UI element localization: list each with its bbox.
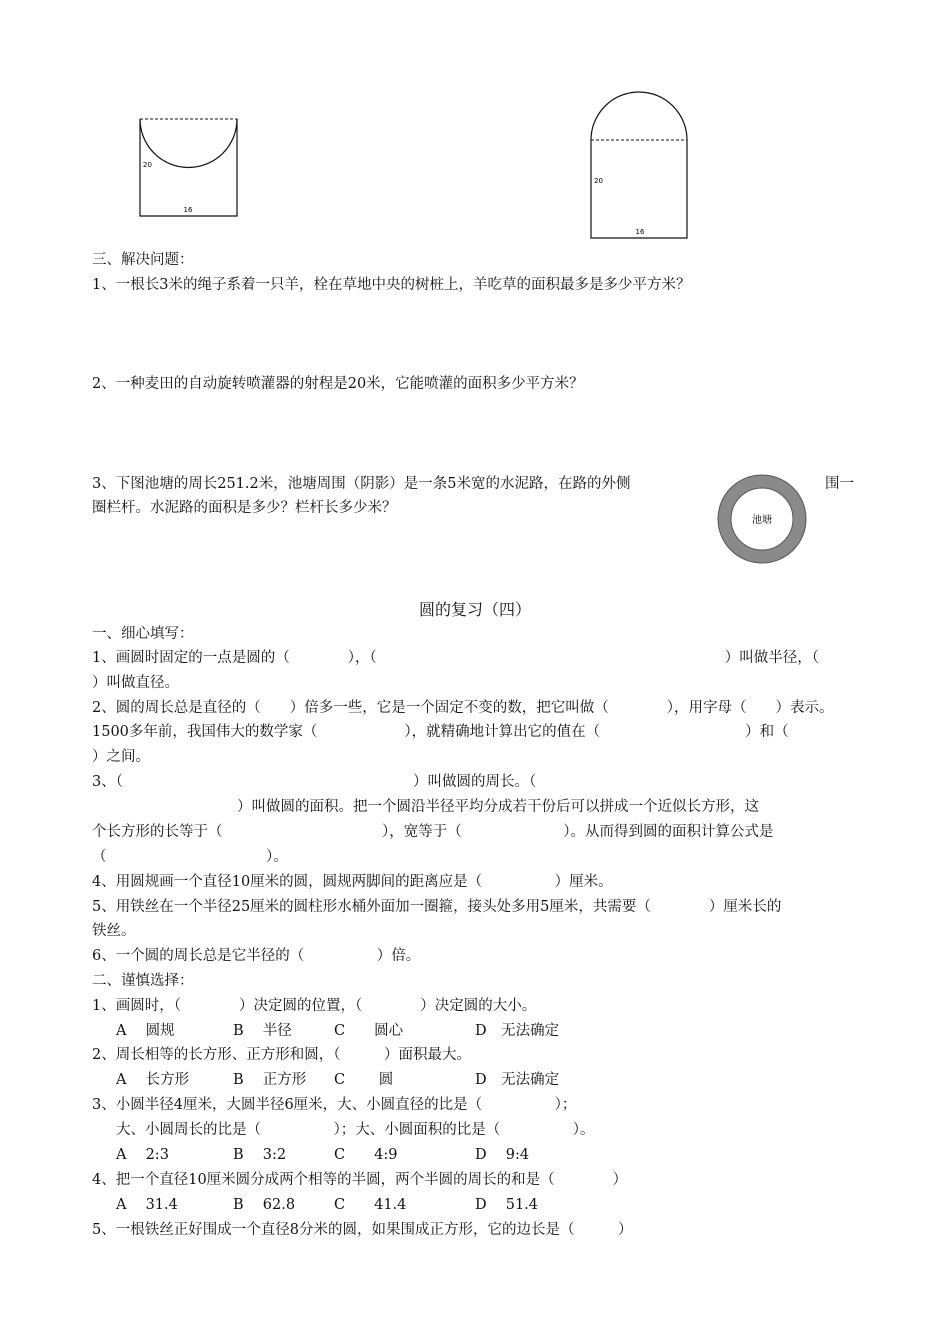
mc4-option-c: C 41.4: [334, 1197, 407, 1213]
mc3-option-b: B 3:2: [233, 1147, 287, 1163]
mc-question-3: 3、小圆半径4厘米，大圆半径6厘米，大、小圆直径的比是（ ）；: [92, 1097, 577, 1113]
fill-line-4: 1500多年前，我国伟大的数学家（ ），就精确地计算出它的值在（ ）和（: [92, 724, 789, 740]
mc1-option-d: D 无法确定: [475, 1023, 560, 1039]
fill-line-7: ）叫做圆的面积。把一个圆沿半径平均分成若干份后可以拼成一个近似长方形，这: [92, 799, 759, 815]
review4-title: 圆的复习（四）: [418, 600, 531, 619]
mc1-option-c: C 圆心: [334, 1023, 404, 1039]
mc-question-3-line2: 大、小圆周长的比是（ ）；大、小圆面积的比是（ ）。: [116, 1122, 595, 1138]
section3-question-3-line1: 3、下图池塘的周长251.2米，池塘周围（阴影）是一条5米宽的水泥路，在路的外侧: [92, 476, 631, 492]
part1-heading: 一、细心填写：: [92, 626, 194, 642]
mc-question-4: 4、把一个直径10厘米圆分成两个相等的半圆，两个半圆的周长的和是（ ）: [92, 1172, 628, 1188]
mc4-option-b: B 62.8: [233, 1197, 296, 1213]
figure1-bottom-label: 16: [183, 206, 193, 214]
mc2-option-c: C 圆: [334, 1072, 394, 1088]
mc4-option-d: D 51.4: [475, 1197, 539, 1213]
fill-line-3: 2、圆的周长总是直径的（ ）倍多一些，它是一个固定不变的数，把它叫做（ ），用字母（ ）表示。: [92, 700, 834, 716]
section3-question-3-line2: 圈栏杆。水泥路的面积是多少？栏杆长多少米？: [92, 500, 397, 516]
section3-question-1: 1、一根长3米的绳子系着一只羊，栓在草地中央的树桩上，羊吃草的面积最多是多少平方米？: [92, 277, 691, 293]
part2-heading: 二、谨慎选择：: [92, 973, 194, 989]
pond-figure: [716, 473, 808, 565]
figure2-bottom-label: 16: [635, 228, 645, 236]
mc3-option-c: C 4:9: [334, 1147, 398, 1163]
mc2-option-b: B 正方形: [233, 1072, 307, 1088]
mc-question-2: 2、周长相等的长方形、正方形和圆，（ ）面积最大。: [92, 1047, 471, 1063]
section3-heading: 三、解决问题：: [92, 252, 194, 268]
mc3-option-a: A 2:3: [116, 1147, 169, 1163]
section3-question-3-tail: 围一: [825, 476, 854, 492]
mc1-option-a: A 圆规: [116, 1023, 175, 1039]
mc1-option-b: B 半径: [233, 1023, 292, 1039]
mc3-option-d: D 9:4: [475, 1147, 530, 1163]
fill-line-9: （ ）。: [92, 849, 288, 865]
pond-label: 池塘: [752, 515, 772, 526]
fill-line-13: 6、一个圆的周长总是它半径的（ ）倍。: [92, 948, 421, 964]
fill-line-8: 个长方形的长等于（ ），宽等于（ ）。从而得到圆的面积计算公式是: [92, 824, 774, 840]
figure-rectangle-semicircle-top: [580, 85, 700, 245]
fill-line-12: 铁丝。: [92, 923, 136, 939]
section3-question-2: 2、一种麦田的自动旋转喷灌器的射程是20米，它能喷灌的面积多少平方米？: [92, 376, 584, 392]
fill-line-5: ）之间。: [92, 749, 150, 765]
figure1-side-label: 20: [143, 161, 152, 169]
fill-line-2: ）叫做直径。: [92, 675, 179, 691]
fill-line-10: 4、用圆规画一个直径10厘米的圆，圆规两脚间的距离应是（ ）厘米。: [92, 874, 613, 890]
fill-line-1: 1、画圆时固定的一点是圆的（ ），（ ）叫做半径，（: [92, 650, 819, 666]
mc2-option-d: D 无法确定: [475, 1072, 560, 1088]
fill-line-6: 3、（ ）叫做圆的周长。（: [92, 774, 537, 790]
mc4-option-a: A 31.4: [116, 1197, 178, 1213]
mc-question-5: 5、一根铁丝正好围成一个直径8分米的圆，如果围成正方形，它的边长是（ ）: [92, 1222, 633, 1238]
mc-question-1: 1、画圆时，（ ）决定圆的位置，（ ）决定圆的大小。: [92, 998, 537, 1014]
mc2-option-a: A 长方形: [116, 1072, 190, 1088]
fill-line-11: 5、用铁丝在一个半径25厘米的圆柱形水桶外面加一圈箍，接头处多用5厘米，共需要（ ）厘米长的: [92, 899, 782, 915]
figure-rectangle-semicircle-cutout: [130, 112, 250, 224]
figure2-side-label: 20: [594, 177, 603, 185]
